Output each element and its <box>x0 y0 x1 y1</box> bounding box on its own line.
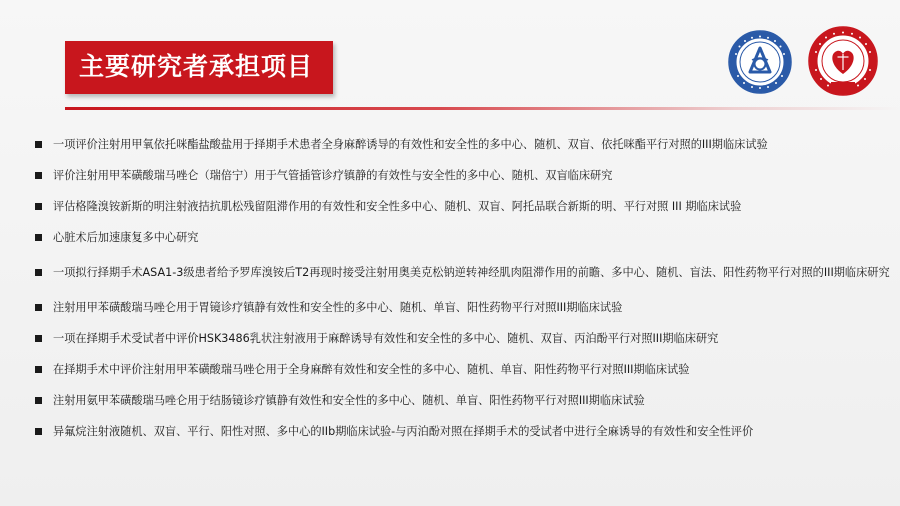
project-list <box>35 133 895 451</box>
list-item <box>35 164 895 187</box>
square-bullet-icon <box>35 366 42 373</box>
list-item <box>35 226 895 249</box>
list-item <box>35 195 895 218</box>
title-divider <box>65 107 900 110</box>
square-bullet-icon <box>35 141 42 148</box>
list-item <box>35 257 895 288</box>
list-item-text: 心脏术后加速康复多中心研究 <box>53 231 199 244</box>
list-item-text: 注射用氨甲苯磺酸瑞马唑仑用于结肠镜诊疗镇静有效性和安全性的多中心、随机、单盲、阳性药物平行对照III期临床试验 <box>53 394 645 407</box>
list-item-text: 评价注射用甲苯磺酸瑞马唑仑（瑞倍宁）用于气管插管诊疗镇静的有效性与安全性的多中心、随机、双盲临床研究 <box>53 169 613 182</box>
hospital-logo <box>728 30 792 94</box>
list-item <box>35 327 895 350</box>
square-bullet-icon <box>35 335 42 342</box>
page-title: 主要研究者承担项目 <box>79 52 314 81</box>
list-item-text: 注射用甲苯磺酸瑞马唑仑用于胃镜诊疗镇静有效性和安全性的多中心、随机、单盲、阳性药物平行对照III期临床试验 <box>53 301 623 314</box>
list-item <box>35 420 895 443</box>
list-item-text: 评估格隆溴铵新斯的明注射液拮抗肌松残留阻滞作用的有效性和安全性多中心、随机、双盲、阿托品联合新斯的明、平行对照 III 期临床试验 <box>53 200 742 213</box>
list-item <box>35 133 895 156</box>
list-item-text: 一项拟行择期手术ASA1-3级患者给予罗库溴铵后T2再现时接受注射用奥美克松钠逆转神经肌肉阻滞作用的前瞻、多中心、随机、盲法、阳性药物平行对照的III期临床研究 <box>53 266 890 279</box>
list-item <box>35 296 895 319</box>
square-bullet-icon <box>35 203 42 210</box>
list-item <box>35 358 895 381</box>
list-item <box>35 389 895 412</box>
square-bullet-icon <box>35 397 42 404</box>
institute-logo <box>808 26 878 96</box>
title-bar <box>65 41 333 94</box>
square-bullet-icon <box>35 269 42 276</box>
list-item-text: 一项在择期手术受试者中评价HSK3486乳状注射液用于麻醉诱导有效性和安全性的多中心、随机、双盲、丙泊酚平行对照III期临床研究 <box>53 332 719 345</box>
list-item-text: 异氟烷注射液随机、双盲、平行、阳性对照、多中心的IIb期临床试验-与丙泊酚对照在择期手术的受试者中进行全麻诱导的有效性和安全性评价 <box>53 425 754 438</box>
list-item-text: 在择期手术中评价注射用甲苯磺酸瑞马唑仑用于全身麻醉有效性和安全性的多中心、随机、单盲、阳性药物平行对照III期临床试验 <box>53 363 690 376</box>
square-bullet-icon <box>35 172 42 179</box>
square-bullet-icon <box>35 428 42 435</box>
square-bullet-icon <box>35 234 42 241</box>
square-bullet-icon <box>35 304 42 311</box>
list-item-text: 一项评价注射用甲氧依托咪酯盐酸盐用于择期手术患者全身麻醉诱导的有效性和安全性的多中心、随机、双盲、依托咪酯平行对照的III期临床试验 <box>53 138 768 151</box>
